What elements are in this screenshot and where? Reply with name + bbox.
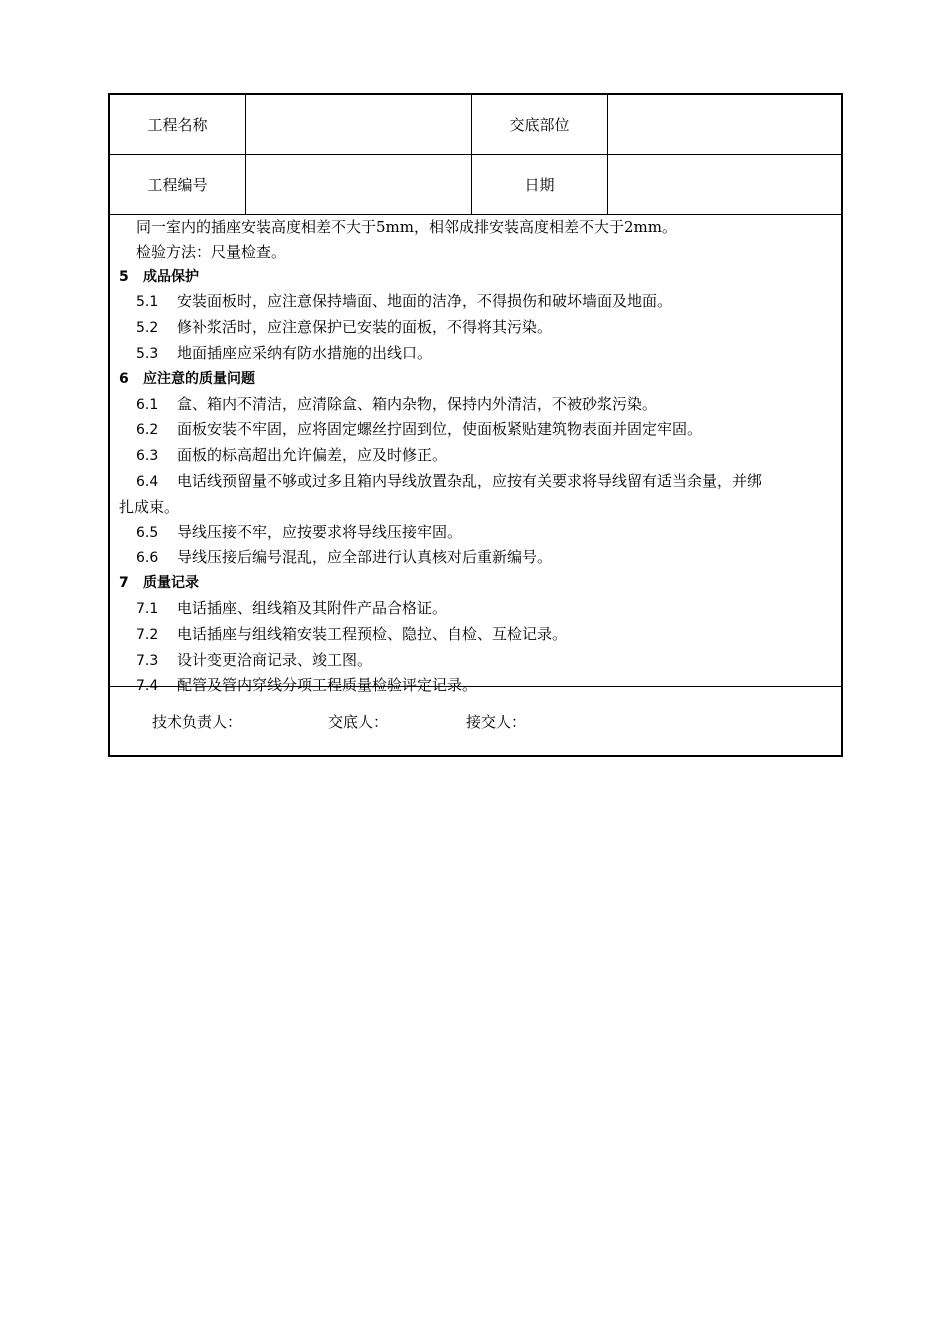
item-text: 导线压接不牢，应按要求将导线压接牢固。 — [177, 522, 463, 541]
list-item — [119, 648, 833, 674]
item-text: 电话线预留量不够或过多且箱内导线放置杂乱，应按有关要求将导线留有适当余量，并绑 — [177, 471, 763, 490]
intro-method: 检验方法：尺量检查。 — [136, 242, 287, 261]
section-number: 5 — [119, 268, 129, 285]
item-text: 地面插座应采纳有防水措施的出线口。 — [177, 343, 433, 362]
list-item — [119, 622, 833, 648]
list-item — [119, 289, 833, 315]
item-number: 6.2 — [136, 422, 159, 439]
project-no-label: 工程编号 — [110, 155, 246, 214]
signature-row — [110, 686, 841, 755]
list-item — [119, 545, 833, 571]
list-item — [119, 417, 833, 443]
item-number: 7.2 — [136, 626, 159, 643]
item-text: 设计变更洽商记录、竣工图。 — [177, 650, 373, 669]
list-item — [119, 341, 833, 367]
item-number: 7.3 — [136, 652, 159, 669]
list-item — [119, 469, 833, 495]
item-number: 5.2 — [136, 320, 159, 337]
item-text: 面板的标高超出允许偏差，应及时修正。 — [177, 446, 448, 465]
item-number: 6.4 — [136, 473, 159, 490]
form-header — [110, 95, 841, 215]
item-text: 配管及管内穿线分项工程质量检验评定记录。 — [177, 676, 478, 695]
item-number: 6.1 — [136, 396, 159, 413]
item-text: 安装面板时，应注意保持墙面、地面的洁净，不得损伤和破坏墙面及地面。 — [177, 292, 673, 311]
item-text: 电话插座、组线箱及其附件产品合格证。 — [177, 598, 448, 617]
item-number: 5.1 — [136, 294, 159, 311]
list-item — [119, 392, 833, 418]
date-label: 日期 — [472, 155, 608, 214]
item-number: 6.3 — [136, 448, 159, 465]
item-number: 6.6 — [136, 550, 159, 567]
item-text: 修补浆活时，应注意保护已安装的面板，不得将其污染。 — [177, 318, 553, 337]
project-name-label: 工程名称 — [110, 95, 246, 154]
section-heading — [119, 367, 833, 392]
header-row-2 — [110, 155, 841, 214]
item-number: 5.3 — [136, 345, 159, 362]
header-row-1 — [110, 95, 841, 155]
list-item — [119, 596, 833, 622]
list-item — [119, 520, 833, 546]
disclosure-content — [110, 215, 841, 695]
project-no-field[interactable] — [246, 155, 472, 214]
location-field[interactable] — [608, 95, 841, 154]
date-field[interactable] — [608, 155, 841, 214]
section-title: 成品保护 — [143, 268, 199, 285]
location-label: 交底部位 — [472, 95, 608, 154]
item-number: 7.4 — [136, 678, 159, 695]
item-number: 7.1 — [136, 600, 159, 617]
section-number: 7 — [119, 575, 129, 592]
section-heading — [119, 265, 833, 290]
item-text: 面板安装不牢固，应将固定螺丝拧固到位，使面板紧贴建筑物表面并固定牢固。 — [177, 420, 703, 439]
section-title: 质量记录 — [143, 575, 199, 592]
list-item — [119, 443, 833, 469]
list-item-continuation: 扎成束。 — [119, 497, 180, 516]
section-title: 应注意的质量问题 — [143, 370, 255, 387]
item-text: 电话插座与组线箱安装工程预检、隐拉、自检、互检记录。 — [177, 624, 568, 643]
discloser-signature[interactable]: 交底人： — [328, 713, 389, 731]
item-text: 盒、箱内不清洁，应清除盒、箱内杂物，保持内外清洁，不被砂浆污染。 — [177, 394, 658, 413]
project-name-field[interactable] — [246, 95, 472, 154]
tech-lead-signature[interactable]: 技术负责人： — [152, 713, 243, 731]
section-number: 6 — [119, 370, 129, 387]
list-item — [119, 315, 833, 341]
item-number: 6.5 — [136, 524, 159, 541]
section-heading — [119, 571, 833, 596]
intro-paragraph: 同一室内的插座安装高度相差不大于5mm，相邻成排安装高度相差不大于2mm。 — [136, 218, 677, 236]
receiver-signature[interactable]: 接交人： — [466, 713, 527, 731]
item-text: 导线压接后编号混乱，应全部进行认真核对后重新编号。 — [177, 548, 553, 567]
disclosure-form — [108, 93, 843, 757]
